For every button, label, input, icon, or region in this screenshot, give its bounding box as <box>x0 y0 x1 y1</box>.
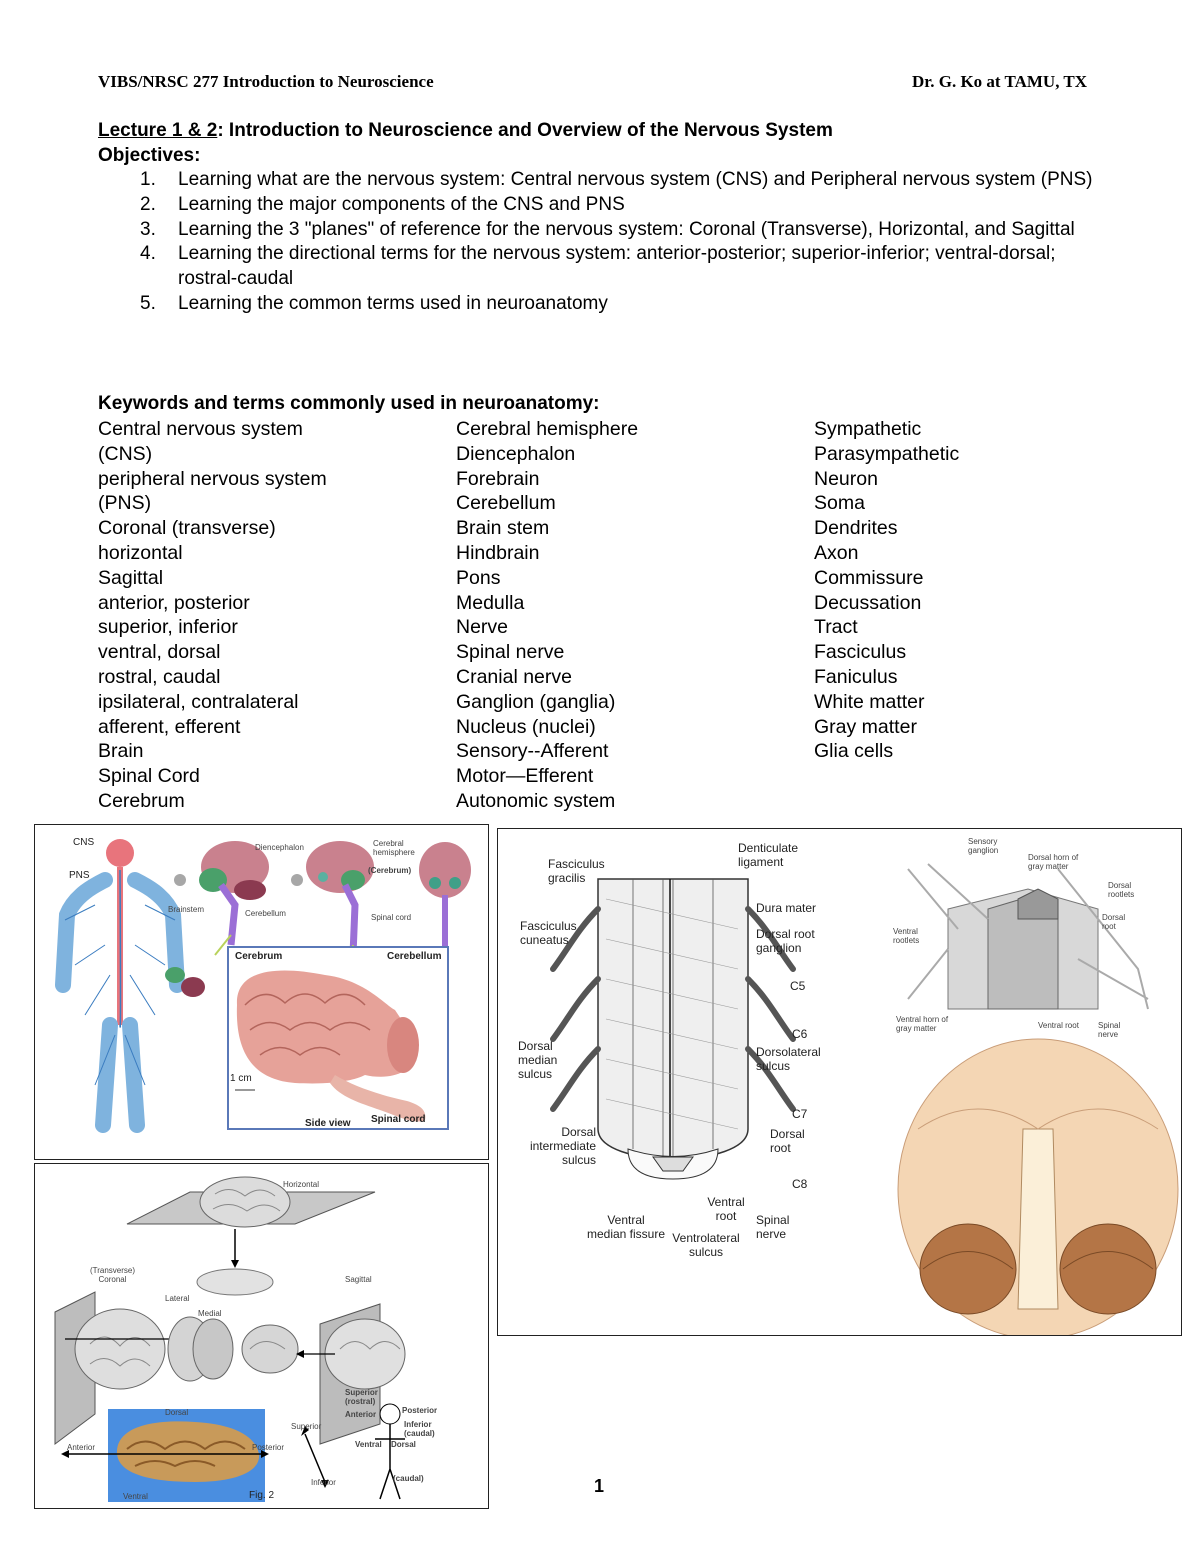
label-dorsal-horn: Dorsal horn of gray matter <box>1028 853 1079 871</box>
figure-planes <box>34 1163 489 1509</box>
objective-item: 4. Learning the directional terms for the nervous system: anterior-posterior; superior-inferior; ventral-dorsal; rostral-caudal <box>140 243 1056 290</box>
keyword-term: Forebrain <box>456 467 540 490</box>
keyword-term: Spinal Cord <box>98 765 200 788</box>
label-fig2: Fig. 2 <box>249 1490 275 1501</box>
label-cerebrum-paren: (Cerebrum) <box>368 866 412 875</box>
keyword-term: (CNS) <box>98 442 153 465</box>
keyword-term: Brain stem <box>456 517 550 540</box>
keyword-term: Sensory--Afferent <box>456 740 609 763</box>
label-sensory-ganglion: Sensory ganglion <box>968 837 999 855</box>
keywords-column-3 <box>814 417 959 764</box>
keyword-term: Decussation <box>814 591 922 614</box>
label-c6: C6 <box>792 1027 808 1041</box>
objective-item: 2. Learning the major components of the CNS and PNS <box>140 193 625 215</box>
spinal-cord-illustration <box>498 829 1181 1335</box>
keyword-term: ventral, dorsal <box>98 641 221 664</box>
label-dorsal-rootlets: Dorsal rootlets <box>1108 881 1135 899</box>
objective-item: 3. Learning the 3 "planes" of reference for the nervous system: Coronal (Transverse), Horizontal, and Sagittal <box>140 218 1075 240</box>
label-dorsal-intermediate-sulcus: Dorsal intermediate sulcus <box>529 1125 596 1167</box>
label-dorsal-root-ganglion: Dorsal root ganglion <box>756 927 815 955</box>
label-dorsolateral-sulcus: Dorsolateral sulcus <box>756 1045 821 1073</box>
keyword-term: Neuron <box>814 467 878 490</box>
keywords-column-2 <box>456 417 638 814</box>
label-spinal-cord-small: Spinal cord <box>371 913 412 922</box>
keyword-term: Commissure <box>814 566 924 589</box>
objective-item: 1. Learning what are the nervous system: Central nervous system (CNS) and Peripheral nervous system (PNS) <box>140 169 1093 190</box>
label-fasciculus-gracilis: Fasciculus gracilis <box>548 857 605 885</box>
keyword-term: Cerebral hemisphere <box>456 418 639 440</box>
keywords-heading: Keywords and terms commonly used in neuroanatomy: <box>98 393 600 414</box>
keyword-term: Fasciculus <box>814 641 907 664</box>
label-ventral-root-small: Ventral root <box>1038 1021 1079 1030</box>
label-fig-ventral: Ventral <box>355 1440 382 1449</box>
label-dura-mater: Dura mater <box>756 901 817 915</box>
objectives-list <box>98 168 1098 317</box>
label-cerebellum: Cerebellum <box>387 951 442 962</box>
label-fig-caudal: (caudal) <box>393 1474 424 1483</box>
label-spinal-nerve-small: Spinal nerve <box>1098 1021 1121 1039</box>
label-horizontal: Horizontal <box>283 1180 320 1189</box>
label-fasciculus-cuneatus: Fasciculus cuneatus <box>520 919 577 947</box>
label-fig-posterior: Posterior <box>402 1406 438 1415</box>
label-cerebellum-small: Cerebellum <box>245 909 286 918</box>
keyword-term: Coronal (transverse) <box>98 517 276 540</box>
planes-illustration <box>35 1164 488 1508</box>
label-coronal: (Transverse) Coronal <box>89 1266 136 1284</box>
label-posterior: Posterior <box>252 1443 285 1452</box>
keyword-term: Brain <box>98 740 144 763</box>
keyword-term: Hindbrain <box>456 541 540 564</box>
label-brainstem: Brainstem <box>168 905 205 914</box>
keyword-term: Diencephalon <box>456 442 576 465</box>
label-ventral-horn: Ventral horn of gray matter <box>896 1015 949 1033</box>
keyword-term: Central nervous system <box>98 418 303 440</box>
label-medial: Medial <box>198 1309 222 1318</box>
keyword-term: Parasympathetic <box>814 442 960 465</box>
keyword-term: Nerve <box>456 616 509 639</box>
lecture-title <box>98 120 833 142</box>
label-pns: PNS <box>69 870 90 881</box>
label-diencephalon: Diencephalon <box>255 843 304 852</box>
keyword-term: Nucleus (nuclei) <box>456 715 596 738</box>
keyword-term: Ganglion (ganglia) <box>456 690 616 713</box>
lecture-title-text: : Introduction to Neuroscience and Overview of the Nervous System <box>217 120 833 141</box>
label-ventrolateral-sulcus: Ventrolateral sulcus <box>672 1231 740 1259</box>
figure-spinal-cord <box>497 828 1182 1336</box>
label-ventral: Ventral <box>123 1492 148 1501</box>
label-ventral-median-fissure: Ventral median fissure <box>586 1213 666 1241</box>
objectives-heading: Objectives: <box>98 145 201 166</box>
label-c7: C7 <box>792 1107 808 1121</box>
label-fig-inferior: Inferior (caudal) <box>404 1420 435 1438</box>
label-cerebral-hemisphere: Cerebral hemisphere <box>373 839 415 857</box>
keyword-term: Cranial nerve <box>456 665 572 688</box>
label-fig-superior: Superior (rostral) <box>345 1388 378 1406</box>
keyword-term: Faniculus <box>814 665 898 688</box>
label-cerebrum: Cerebrum <box>235 951 283 962</box>
label-dorsal-root: Dorsal root <box>770 1127 805 1155</box>
keyword-term: Cerebrum <box>98 789 185 812</box>
keyword-term: superior, inferior <box>98 616 238 639</box>
figure-nervous-system <box>34 824 489 1160</box>
label-c5: C5 <box>790 979 806 993</box>
label-cns: CNS <box>73 837 95 848</box>
keyword-term: peripheral nervous system <box>98 467 327 490</box>
keyword-term: anterior, posterior <box>98 591 250 614</box>
instructor-header: Dr. G. Ko at TAMU, TX <box>911 72 1087 91</box>
keyword-term: Cerebellum <box>456 492 556 515</box>
lecture-number: Lecture 1 & 2 <box>98 120 218 141</box>
label-inferior: Inferior <box>311 1478 336 1487</box>
keyword-term: Spinal nerve <box>456 641 565 664</box>
keyword-term: Pons <box>456 566 501 589</box>
label-scale: 1 cm <box>230 1073 252 1084</box>
label-fig-anterior: Anterior <box>345 1410 377 1419</box>
keyword-term: rostral, caudal <box>98 665 221 688</box>
label-denticulate-ligament: Denticulate ligament <box>738 841 799 869</box>
label-spinal-nerve: Spinal nerve <box>756 1213 790 1241</box>
label-spinal-cord: Spinal cord <box>371 1114 426 1125</box>
keyword-term: White matter <box>814 690 925 713</box>
keyword-term: Dendrites <box>814 517 898 540</box>
label-fig-dorsal: Dorsal <box>391 1440 416 1449</box>
page-number: 1 <box>594 1476 605 1496</box>
label-sagittal: Sagittal <box>345 1275 372 1284</box>
label-ventral-root: Ventral root <box>707 1195 745 1223</box>
label-dorsal-median-sulcus: Dorsal median sulcus <box>518 1039 558 1081</box>
keyword-term: (PNS) <box>98 492 152 515</box>
objective-item: 5. Learning the common terms used in neuroanatomy <box>140 292 608 314</box>
keyword-term: Sagittal <box>98 566 164 589</box>
keyword-term: Autonomic system <box>456 789 616 812</box>
keyword-term: Sympathetic <box>814 418 922 440</box>
keyword-term: horizontal <box>98 541 183 564</box>
keyword-term: Medulla <box>456 591 525 614</box>
label-dorsal-root-small: Dorsal root <box>1102 913 1126 931</box>
label-superior: Superior <box>291 1422 322 1431</box>
label-c8: C8 <box>792 1177 808 1191</box>
keyword-term: Soma <box>814 492 865 515</box>
course-header: VIBS/NRSC 277 Introduction to Neuroscience <box>98 72 434 91</box>
label-anterior: Anterior <box>67 1443 96 1452</box>
label-dorsal: Dorsal <box>165 1408 189 1417</box>
keyword-term: Gray matter <box>814 715 917 738</box>
label-side-view: Side view <box>305 1118 351 1129</box>
keyword-term: Glia cells <box>814 740 894 763</box>
keyword-term: Motor—Efferent <box>456 765 594 788</box>
label-ventral-rootlets: Ventral rootlets <box>893 927 920 945</box>
keyword-term: Tract <box>814 616 858 639</box>
keywords-column-1 <box>98 417 327 814</box>
nervous-system-illustration <box>35 825 488 1159</box>
keyword-term: afferent, efferent <box>98 715 241 738</box>
keyword-term: Axon <box>814 541 859 564</box>
label-lateral: Lateral <box>165 1294 190 1303</box>
keyword-term: ipsilateral, contralateral <box>98 690 299 713</box>
